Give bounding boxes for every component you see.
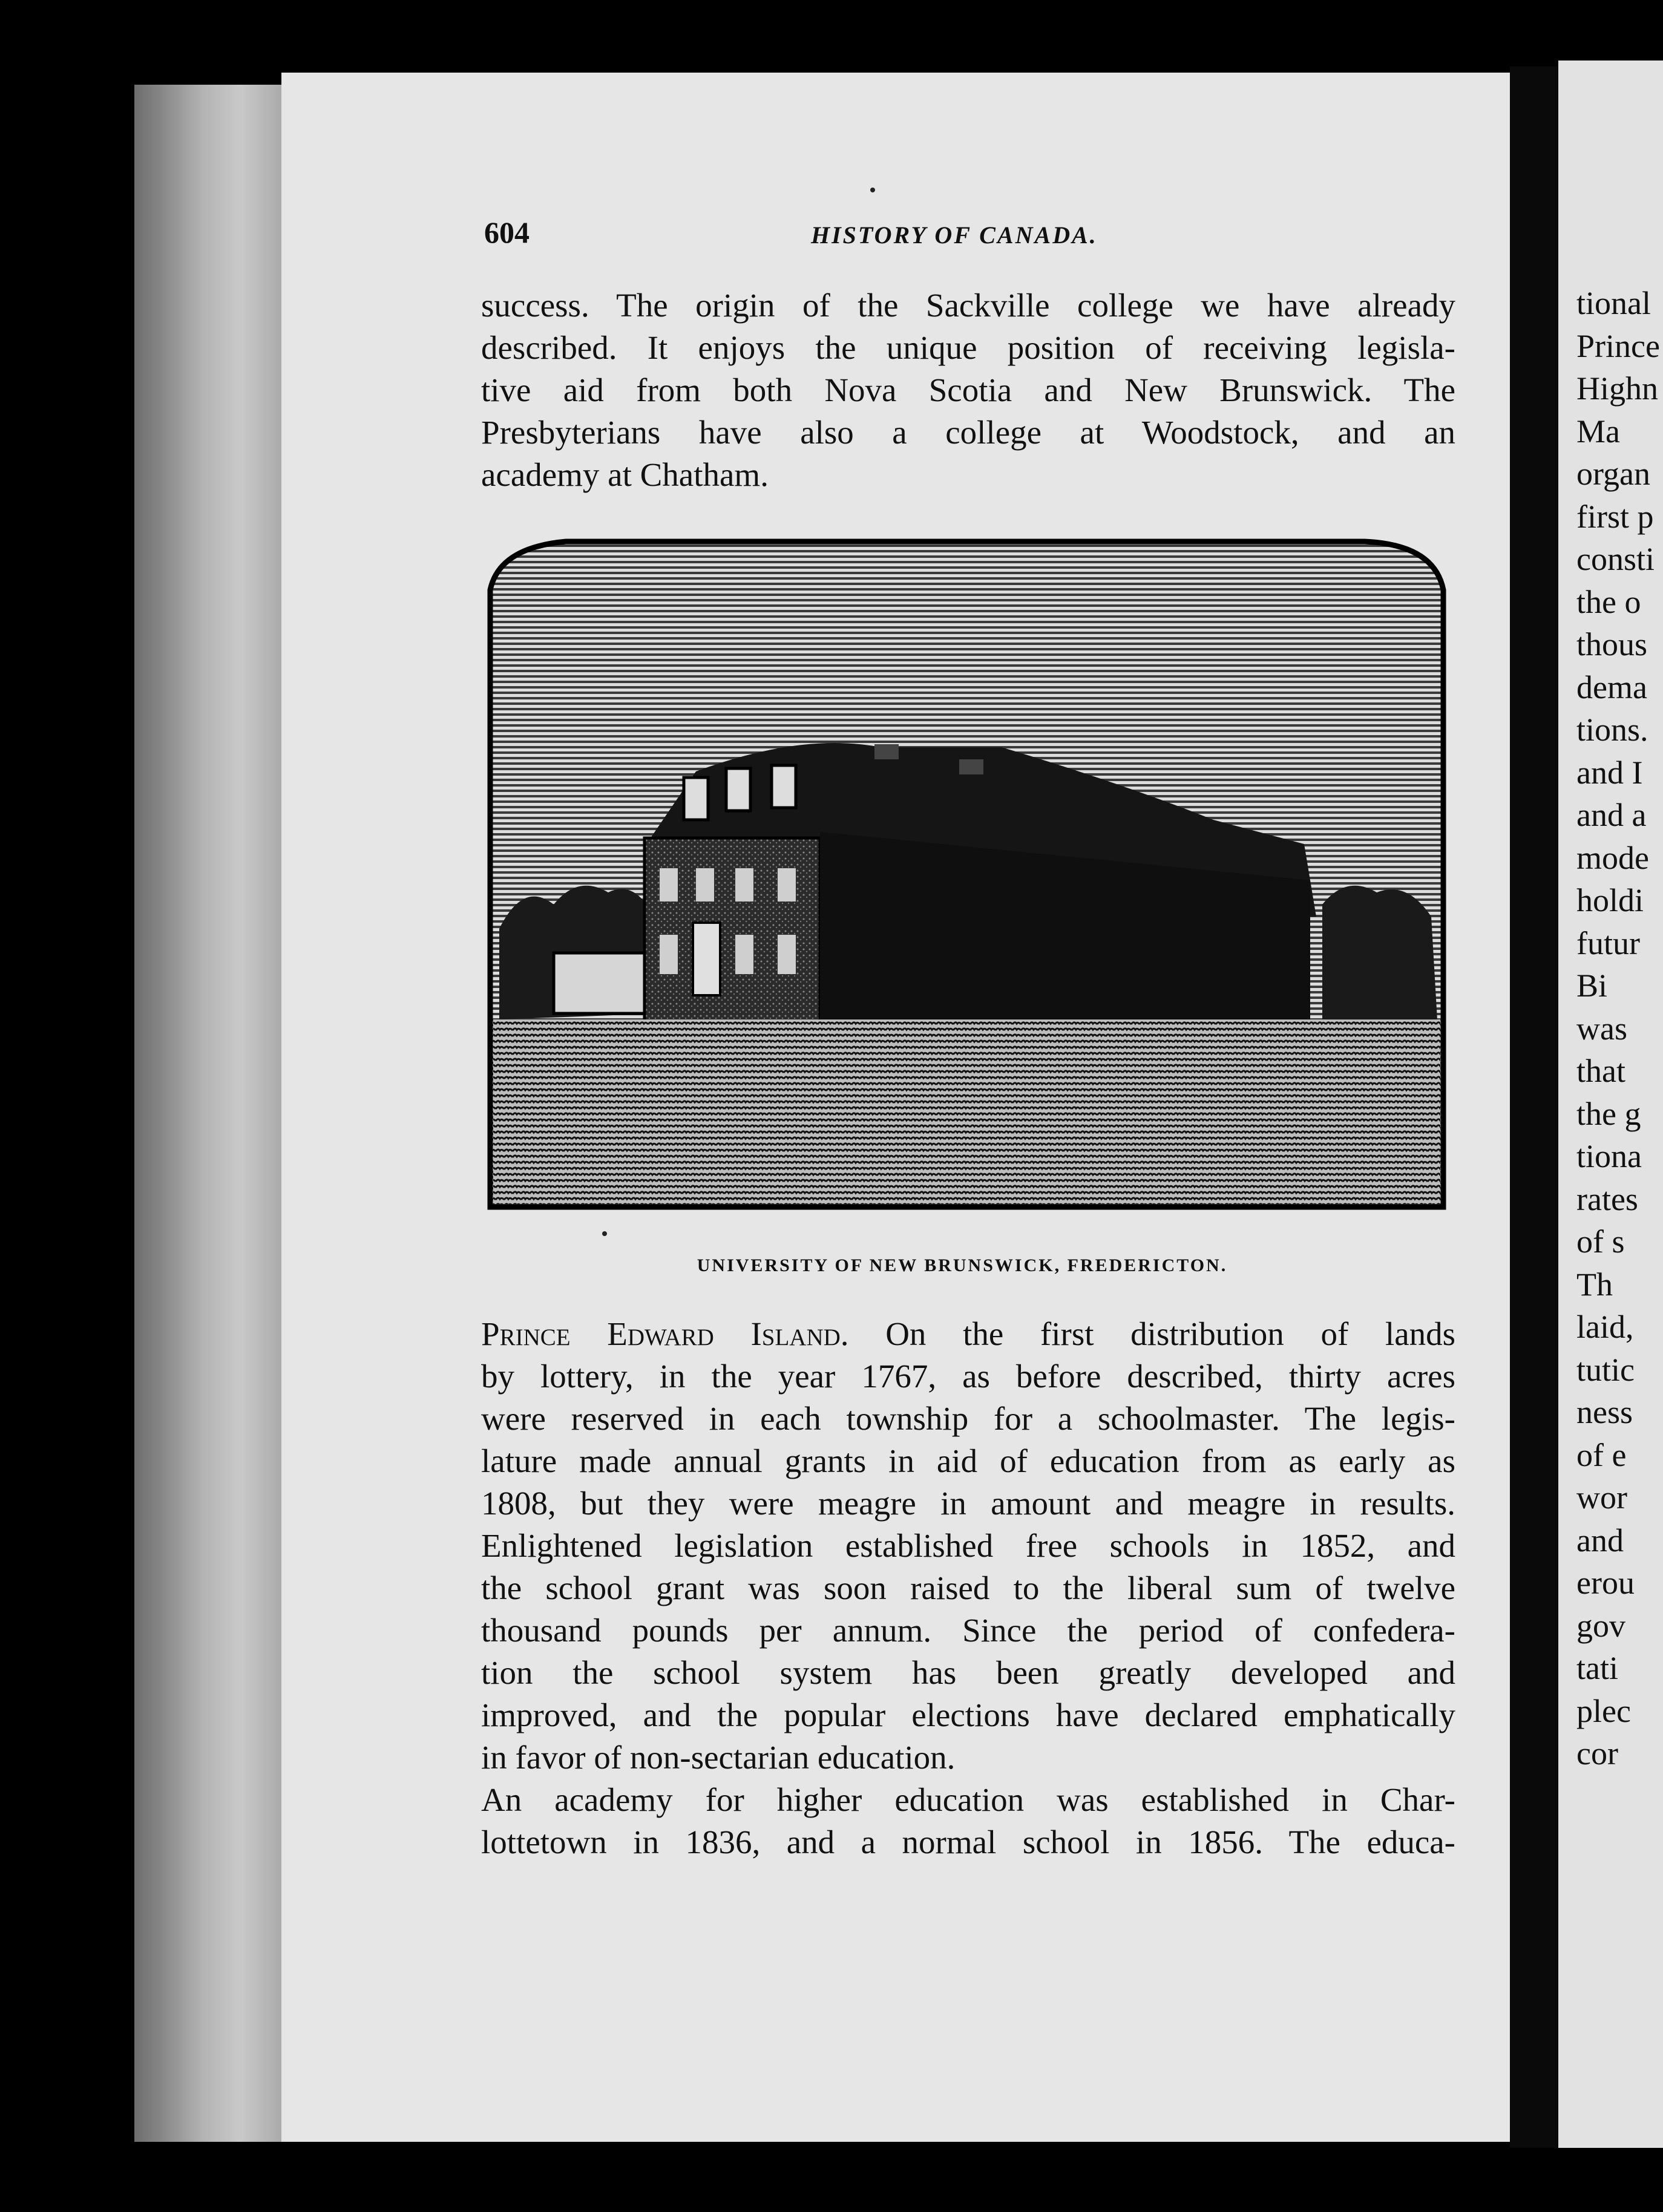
text-line: the school grant was soon raised to the liberal sum of twelve [481, 1569, 1455, 1606]
book-page-edges [134, 85, 286, 2142]
lawn [493, 1019, 1440, 1204]
next-page-text-fragment: consti [1576, 541, 1655, 577]
next-page-text-fragment: cor [1576, 1735, 1618, 1772]
next-page-text-fragment: was [1576, 1010, 1627, 1047]
next-page-text-fragment: Ma [1576, 413, 1620, 450]
text-line: An academy for higher education was established in Char- [481, 1781, 1455, 1818]
next-page-text-fragment: the o [1576, 583, 1641, 620]
next-page-text-fragment: futur [1576, 924, 1640, 961]
paragraph-sackville [481, 284, 1455, 496]
book-gutter [1510, 67, 1558, 2148]
section-heading: Prince Edward Island. [481, 1315, 849, 1352]
text-line: academy at Chatham. [481, 456, 769, 493]
text-line: tion the school system has been greatly developed and [481, 1654, 1455, 1691]
text-line: in favor of non-sectarian education. [481, 1739, 956, 1776]
next-page-text-fragment: Highn [1576, 370, 1658, 407]
text-line: lature made annual grants in aid of education from as early as [481, 1442, 1455, 1479]
print-speck [870, 188, 875, 192]
paragraph-prince-edward-island [481, 1313, 1455, 1779]
next-page-text-fragment: the g [1576, 1095, 1641, 1132]
next-page-text-fragment: Bi [1576, 967, 1608, 1004]
next-page-text-fragment: organ [1576, 456, 1650, 492]
text-line: were reserved in each township for a schoolmaster. The legis- [481, 1400, 1455, 1437]
text-line: Enlightened legislation established free schools in 1852, and [481, 1527, 1455, 1564]
side-porch [554, 953, 645, 1013]
text-line: lottetown in 1836, and a normal school in 1856. The educa- [481, 1824, 1455, 1860]
next-page-text-fragment: first p [1576, 498, 1654, 535]
next-page-text-fragment: dema [1576, 669, 1647, 705]
text-line: thousand pounds per annum. Since the period of confedera- [481, 1612, 1455, 1649]
next-page-text-fragment: of s [1576, 1223, 1625, 1260]
next-page-text-fragment: and [1576, 1522, 1624, 1559]
next-page-text-fragment: tiona [1576, 1138, 1642, 1174]
text-line: 1808, but they were meagre in amount and meagre in results. [481, 1485, 1455, 1522]
text-line: tive aid from both Nova Scotia and New Brunswick. The [481, 371, 1455, 408]
text-line: success. The origin of the Sackville college we have already [481, 287, 1455, 324]
next-page-text-fragment: of e [1576, 1436, 1627, 1473]
next-page-text-fragment: tati [1576, 1650, 1618, 1686]
next-page-text-fragment: Th [1576, 1266, 1613, 1303]
right-page-partial [1558, 61, 1663, 2148]
next-page-text-fragment: tutic [1576, 1351, 1635, 1388]
figure-caption: UNIVERSITY OF NEW BRUNSWICK, FREDERICTON. [697, 1255, 1228, 1275]
next-page-text-fragment: rates [1576, 1180, 1638, 1217]
next-page-text-fragment: tional [1576, 285, 1651, 321]
next-page-text-fragment: tions. [1576, 712, 1648, 748]
paragraph-charlottetown [481, 1779, 1455, 1864]
text-line: improved, and the popular elections have declared emphatically [481, 1697, 1455, 1733]
trees-right [1322, 886, 1437, 1019]
next-page-text-fragment: ness [1576, 1394, 1633, 1430]
print-speck [602, 1231, 607, 1236]
next-page-text-fragment: mode [1576, 839, 1649, 876]
next-page-text-fragment: and I [1576, 754, 1643, 791]
next-page-text-fragment: and a [1576, 797, 1647, 833]
running-title: HISTORY OF CANADA. [811, 221, 1098, 249]
next-page-text-fragment: holdi [1576, 882, 1644, 918]
text-line: described. It enjoys the unique position of receiving legisla- [481, 329, 1455, 366]
page-number: 604 [484, 215, 530, 249]
university-engraving [487, 517, 1446, 1213]
next-page-text-fragment: laid, [1576, 1309, 1634, 1345]
next-page-text-fragment: erou [1576, 1565, 1635, 1601]
next-page-text-fragment: thous [1576, 626, 1648, 663]
next-page-text-fragment: gov [1576, 1607, 1625, 1644]
next-page-text-fragment: wor [1576, 1479, 1627, 1516]
next-page-text-fragment: plec [1576, 1692, 1631, 1729]
text-fragment: On the first distribution of lands [848, 1315, 1456, 1352]
next-page-text-fragment: that [1576, 1053, 1625, 1089]
text-line: by lottery, in the year 1767, as before described, thirty acres [481, 1358, 1455, 1395]
text-line [481, 1313, 1455, 1355]
text-line: Presbyterians have also a college at Woodstock, and an [481, 414, 1455, 451]
next-page-text-fragment: Prince [1576, 327, 1660, 364]
